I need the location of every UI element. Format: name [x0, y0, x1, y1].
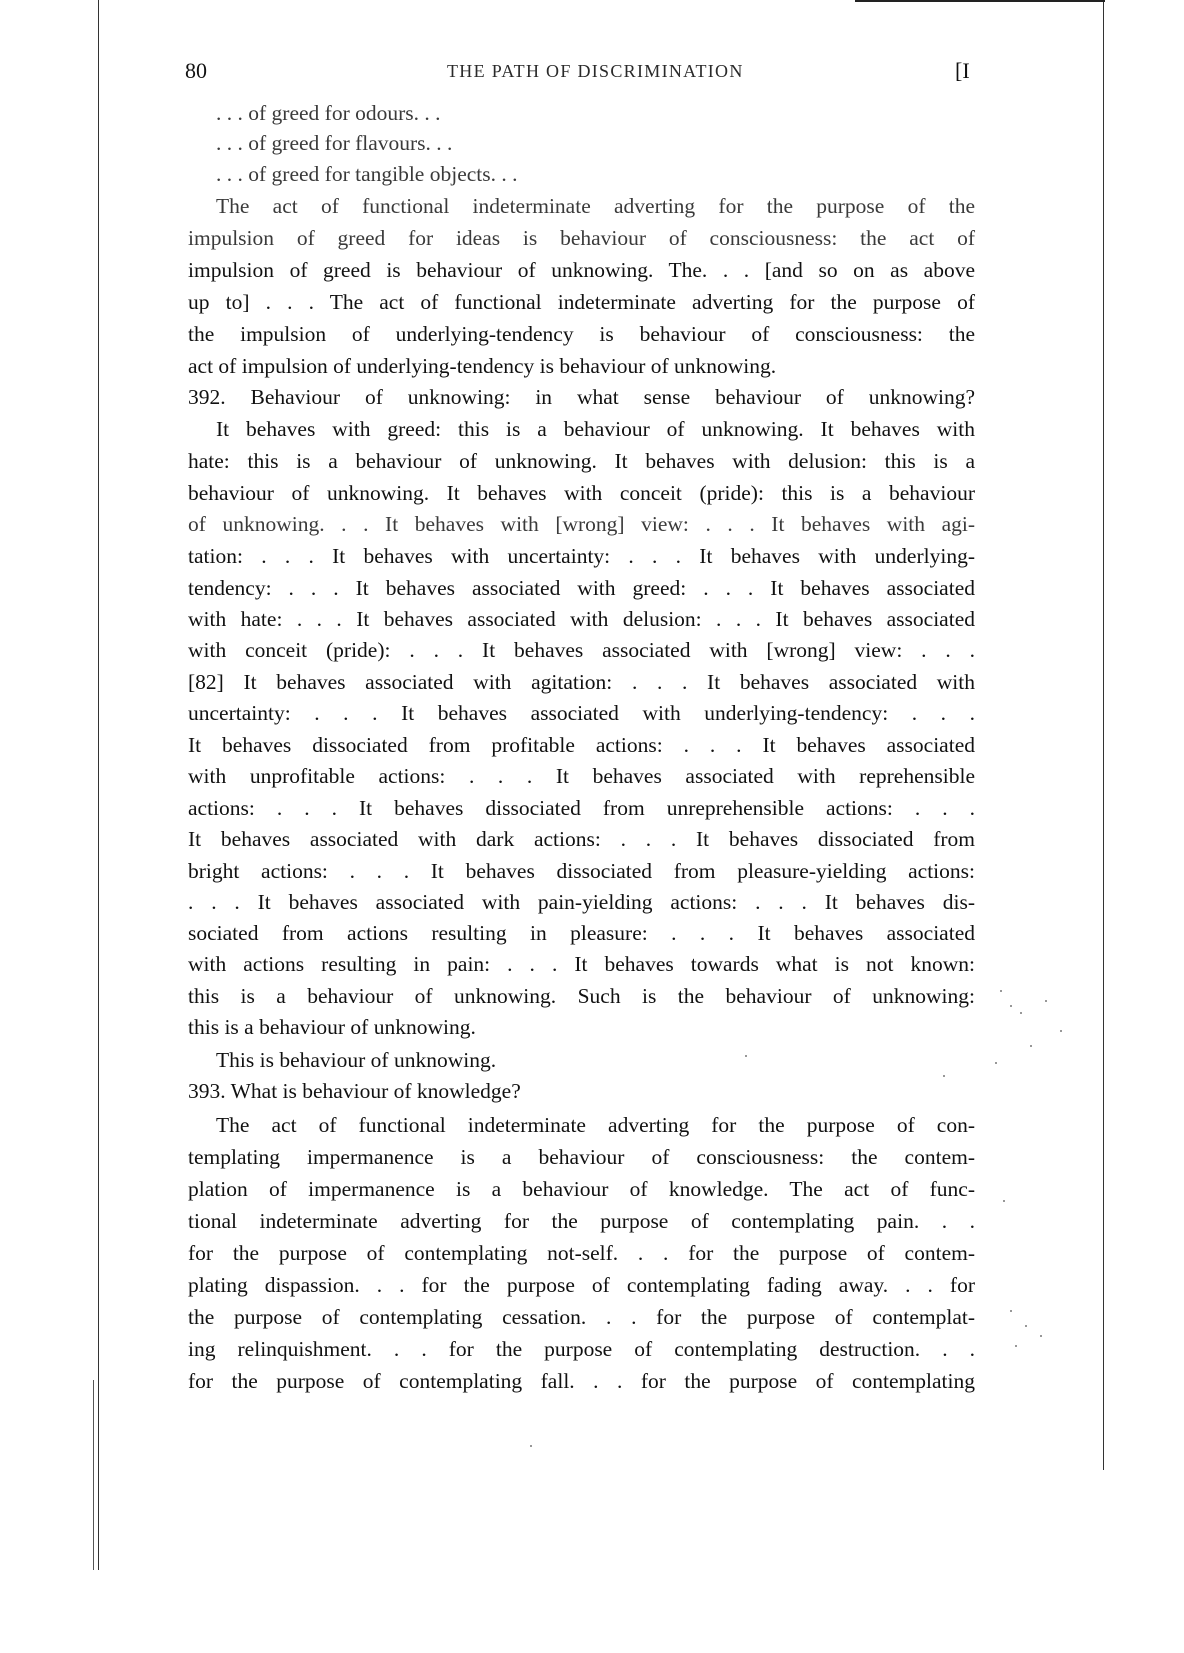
text-line: plating dispassion. . . for the purpose of contemplating fading away. . . for	[188, 1273, 975, 1297]
text-line: This is behaviour of unknowing.	[216, 1048, 497, 1072]
scan-edge-right	[1103, 0, 1104, 1470]
speckle	[1010, 1310, 1012, 1312]
running-title: THE PATH OF DISCRIMINATION	[447, 61, 744, 81]
speckle	[1030, 1045, 1032, 1047]
speckle	[995, 1062, 997, 1064]
speckle	[1040, 1335, 1042, 1337]
chapter-mark: [I	[955, 58, 970, 83]
text-line: this is a behaviour of unknowing. Such is the behaviour of unknowing:	[188, 984, 975, 1008]
text-line: this is a behaviour of unknowing.	[188, 1015, 476, 1039]
text-line: impulsion of greed is behaviour of unknowing. The. . . [and so on as above	[188, 258, 975, 282]
text-line: actions: . . . It behaves dissociated from unreprehensible actions: . . .	[188, 796, 975, 820]
text-line: . . . of greed for odours. . .	[216, 101, 441, 125]
speckle	[1045, 1000, 1047, 1002]
text-line: with actions resulting in pain: . . . It behaves towards what is not known:	[188, 952, 975, 976]
text-line: with hate: . . . It behaves associated with delusion: . . . It behaves associated	[188, 607, 975, 631]
text-line: 392. Behaviour of unknowing: in what sense behaviour of unknowing?	[188, 385, 975, 409]
text-line: . . . It behaves associated with pain-yielding actions: . . . It behaves dis-	[188, 890, 975, 914]
speckle	[1003, 1200, 1005, 1202]
text-line: tendency: . . . It behaves associated with greed: . . . It behaves associated	[188, 576, 975, 600]
text-line: up to] . . . The act of functional indeterminate adverting for the purpose of	[188, 290, 975, 314]
text-line: act of impulsion of underlying-tendency is behaviour of unknowing.	[188, 354, 777, 378]
page-number: 80	[185, 58, 207, 83]
text-line: 393. What is behaviour of knowledge?	[188, 1079, 521, 1103]
text-line: templating impermanence is a behaviour of consciousness: the contem-	[188, 1145, 975, 1169]
text-line: for the purpose of contemplating not-self. . . for the purpose of contem-	[188, 1241, 975, 1265]
text-line: the impulsion of underlying-tendency is behaviour of consciousness: the	[188, 322, 975, 346]
scan-edge-left	[98, 0, 99, 1570]
text-line: . . . of greed for tangible objects. . .	[216, 162, 518, 186]
speckle	[1020, 1012, 1022, 1014]
text-line: with unprofitable actions: . . . It behaves associated with reprehensible	[188, 764, 975, 788]
speckle	[530, 1445, 532, 1447]
text-line: . . . of greed for flavours. . .	[216, 131, 453, 155]
speckle	[1010, 1005, 1012, 1007]
speckle	[1025, 1325, 1027, 1327]
text-line: hate: this is a behaviour of unknowing. It behaves with delusion: this is a	[188, 449, 975, 473]
scan-edge-top	[855, 0, 1105, 2]
text-line: of unknowing. . . It behaves with [wrong] view: . . . It behaves with agi-	[188, 512, 975, 536]
text-line: It behaves dissociated from profitable actions: . . . It behaves associated	[188, 733, 975, 757]
text-line: [82] It behaves associated with agitation: . . . It behaves associated with	[188, 670, 975, 694]
text-line: It behaves associated with dark actions: . . . It behaves dissociated from	[188, 827, 975, 851]
text-line: It behaves with greed: this is a behaviour of unknowing. It behaves with	[216, 417, 975, 441]
text-line: uncertainty: . . . It behaves associated with underlying-tendency: . . .	[188, 701, 975, 725]
text-line: tation: . . . It behaves with uncertainty: . . . It behaves with underlying-	[188, 544, 975, 568]
text-line: sociated from actions resulting in pleasure: . . . It behaves associated	[188, 921, 975, 945]
text-line: tional indeterminate adverting for the purpose of contemplating pain. . .	[188, 1209, 975, 1233]
text-line: The act of functional indeterminate adverting for the purpose of con-	[216, 1113, 975, 1137]
text-line: with conceit (pride): . . . It behaves associated with [wrong] view: . . .	[188, 638, 975, 662]
text-line: bright actions: . . . It behaves dissociated from pleasure-yielding actions:	[188, 859, 975, 883]
text-line: The act of functional indeterminate adverting for the purpose of the	[216, 194, 975, 218]
page-header	[185, 58, 985, 88]
text-line: ing relinquishment. . . for the purpose of contemplating destruction. . .	[188, 1337, 975, 1361]
speckle	[1000, 990, 1002, 992]
text-line: for the purpose of contemplating fall. . . for the purpose of contemplating	[188, 1369, 975, 1393]
text-line: impulsion of greed for ideas is behaviour of consciousness: the act of	[188, 226, 975, 250]
text-line: plation of impermanence is a behaviour of knowledge. The act of func-	[188, 1177, 975, 1201]
scan-edge-left-lower	[93, 1380, 94, 1570]
speckle	[1015, 1345, 1017, 1347]
text-line: the purpose of contemplating cessation. . . for the purpose of contemplat-	[188, 1305, 975, 1329]
text-line: behaviour of unknowing. It behaves with conceit (pride): this is a behaviour	[188, 481, 975, 505]
speckle	[1060, 1030, 1062, 1032]
